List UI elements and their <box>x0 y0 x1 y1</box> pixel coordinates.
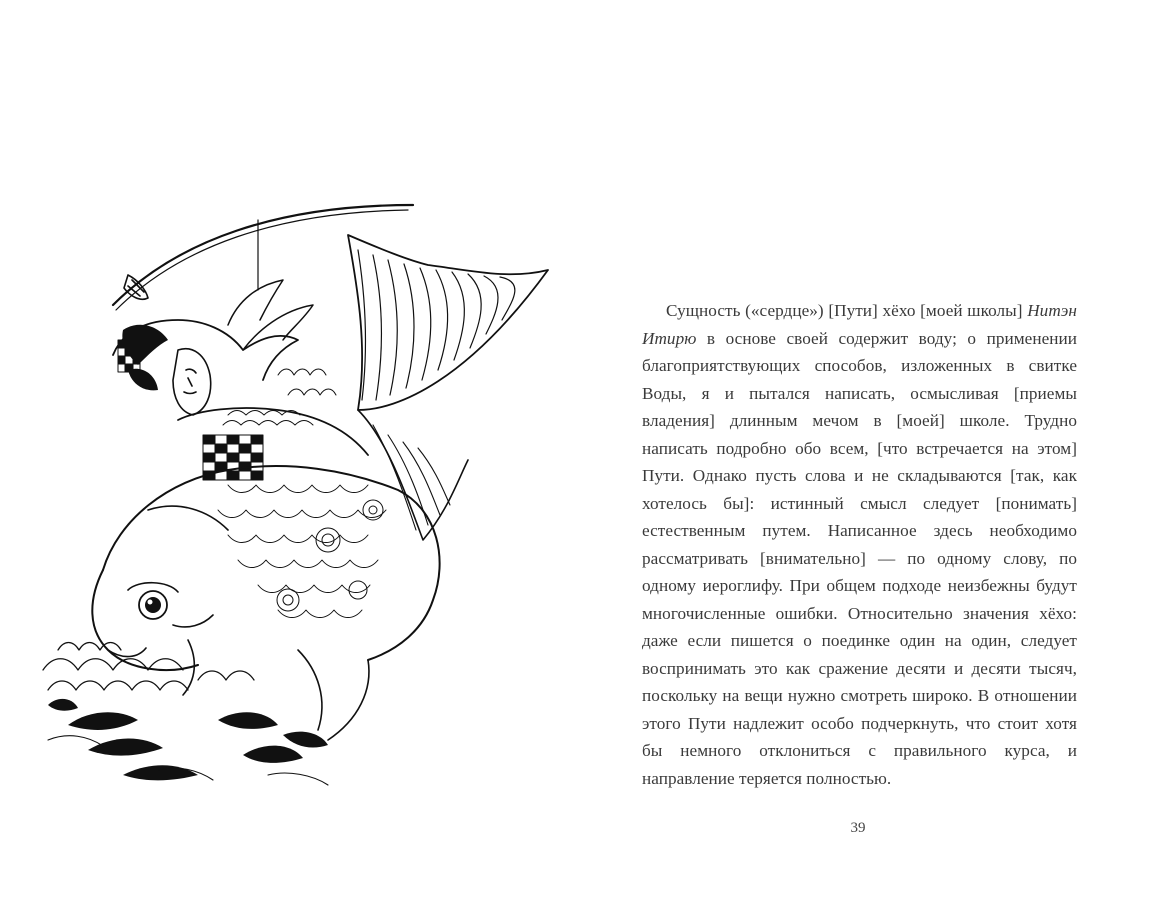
body-paragraph <box>642 297 1077 792</box>
body-text-part-2: в основе своей содержит воду; о применении благоприятствующих способов, изложенных в свитке Воды, я и пытался написать, осмысливая [приемы владения] длинным мечом в [моей] школе. Трудно написать подробно обо всем, [что встречается на этом] Пути. Однако пусть слова и не складываются [так, как хотелось бы]: истинный смысл следует [понимать] естественным путем. Написанное здесь необходимо рассматривать [внимательно] — по одному слову, по одному иероглифу. При общем подходе неизбежны будут многочисленные ошибки. Относительно значения хёхо: даже если пишется о поединке один на один, следует воспринимать это как сражение десяти и десяти тысяч, поскольку на вещи нужно смотреть широко. В отношении этого Пути надлежит особо подчеркнуть, что стоит хотя бы немного отклониться с правильного курса, и направление теряется полностью. <box>642 328 1077 788</box>
samurai-carp-illustration <box>28 180 563 790</box>
school-name: Нитэн Итирю <box>642 301 1077 348</box>
body-text <box>642 297 1077 792</box>
page-number: 39 <box>850 820 866 836</box>
body-text-part-1: Сущность («сердце») [Пути] хёхо [моей школы] <box>666 301 1028 320</box>
